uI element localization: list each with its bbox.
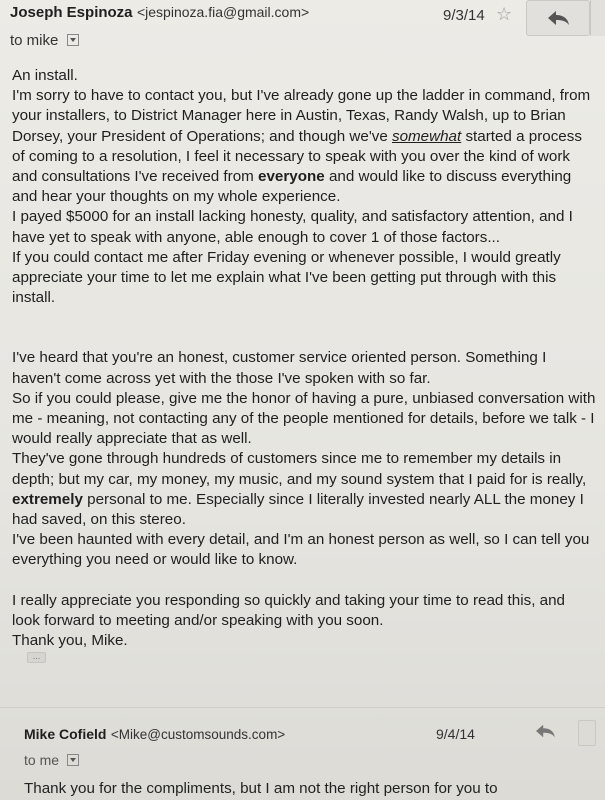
message-date: 9/4/14: [436, 726, 475, 742]
body-paragraph: I really appreciate you responding so quickly and taking your time to read this, and look forward to meeting and/or speaking with you soon.: [12, 591, 565, 629]
reply-button[interactable]: [526, 0, 590, 36]
body-paragraph: If you could contact me after Friday evening or whenever possible, I would greatly appreciate your time to let me explain what I've been getting put through with this install.: [12, 248, 561, 307]
show-trimmed-content-button[interactable]: ...: [27, 652, 46, 663]
reply-arrow-icon: [533, 722, 557, 740]
emphasis-text: somewhat: [391, 127, 462, 145]
body-line: An install.: [12, 67, 78, 84]
body-paragraph: I payed $5000 for an install lacking honesty, quality, and satisfactory attention, and I have yet to speak with anyone, able enough to cover 1 of those factors...: [12, 208, 573, 246]
chevron-down-icon[interactable]: [67, 754, 79, 766]
emphasis-text: extremely: [12, 490, 83, 508]
body-paragraph: I've heard that you're an honest, customer service oriented person. Something I haven't come across yet with the those I've spoken with so far.: [12, 349, 547, 387]
sender-email: <jespinoza.fia@gmail.com>: [136, 4, 310, 20]
sender-name[interactable]: Joseph Espinoza: [10, 4, 133, 21]
signoff-line: Thank you, Mike.: [12, 632, 128, 650]
recipient-line: [24, 752, 79, 768]
body-paragraph: So if you could please, give me the honor of having a pure, unbiased conversation with me - meaning, not contacting any of the people mentioned for details, before we talk - I would really appreciate that as well.: [12, 389, 596, 448]
chevron-down-icon[interactable]: [67, 34, 79, 46]
message-header: [24, 726, 285, 744]
body-paragraph: They've gone through hundreds of customers since me to remember my details in depth; but my car, my money, my music, and my sound system that I paid for is really, extremely personal to me. Especially since I literally invested nearly ALL the money I had saved, on this stereo.: [12, 450, 587, 529]
reply-arrow-icon: [545, 8, 571, 28]
message-date: 9/3/14: [443, 7, 485, 24]
body-paragraph: I've been haunted with every detail, and I'm an honest person as well, so I can tell you everything you need or would like to know.: [12, 531, 590, 569]
body-paragraph: I'm sorry to have to contact you, but I've already gone up the ladder in command, from your installers, to District Manager here in Austin, Texas, Randy Walsh, up to Brian Dorsey, your President of Operations; and though we've somewhat started a process of coming to a resolution, I feel it necessary to speak with you over the kind of work and consultations I've received from everyone and would like to discuss everything and hear your thoughts on my whole experience.: [12, 87, 591, 206]
sender-email: <Mike@customsounds.com>: [110, 727, 286, 742]
emphasis-text: everyone: [258, 168, 325, 186]
message-divider: [0, 707, 605, 708]
recipient-label: to mike: [10, 32, 59, 49]
message-body: Thank you for the compliments, but I am not the right person for you to: [24, 780, 498, 797]
recipient-label: to me: [24, 752, 60, 768]
message-body: [12, 66, 597, 651]
more-options-button[interactable]: [590, 0, 605, 36]
recipient-line: [10, 32, 79, 49]
sender-name[interactable]: Mike Cofield: [24, 726, 107, 742]
reply-button[interactable]: [533, 722, 561, 744]
more-options-button[interactable]: [578, 720, 596, 746]
star-icon[interactable]: ☆: [496, 4, 513, 24]
